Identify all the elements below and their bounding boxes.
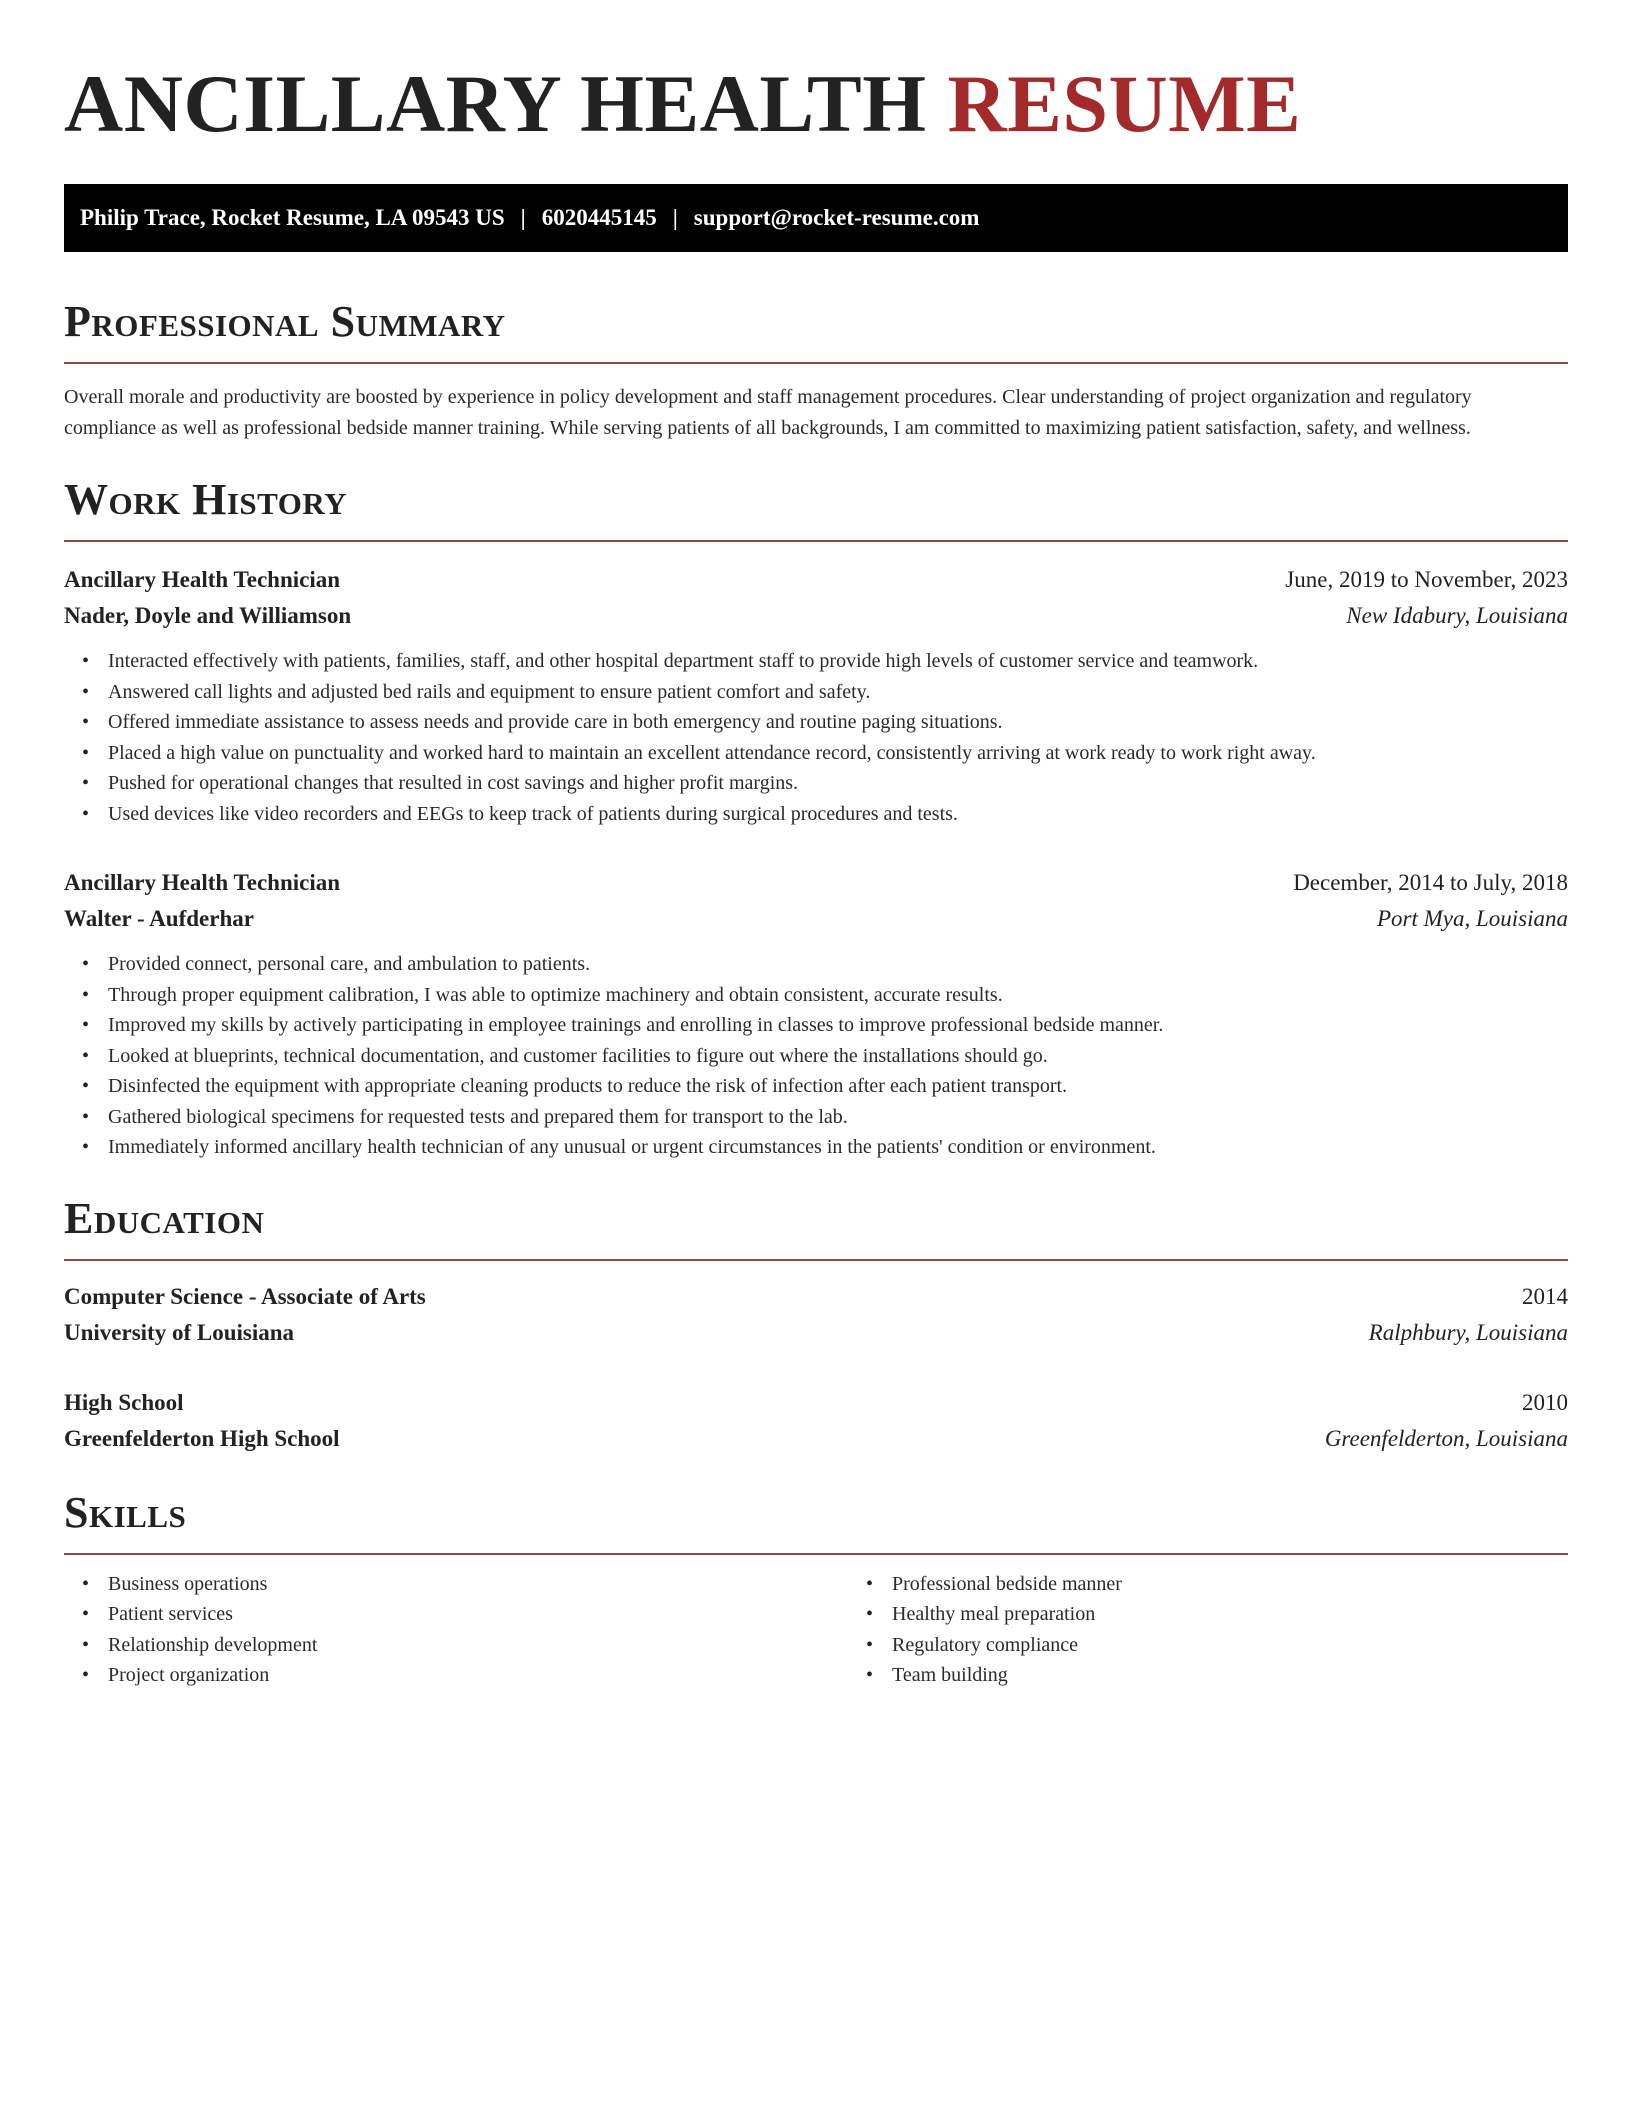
contact-separator: |: [520, 205, 526, 230]
summary-text: Overall morale and productivity are boosted by experience in policy development and staff management procedures. Clear understanding of project organization and regulatory compliance as well as professional bedside manner training. While serving patients of all backgrounds, I am committed to maximizing patient satisfaction, safety, and wellness.: [64, 386, 1472, 439]
education-location: Ralphbury, Louisiana: [1368, 1319, 1568, 1345]
education-entry: [64, 1385, 1568, 1457]
title-main: ANCILLARY HEALTH: [64, 58, 927, 149]
job-location: Port Mya, Louisiana: [1376, 906, 1568, 931]
section-divider: [64, 1259, 1568, 1261]
job-header-row: [64, 865, 1568, 901]
contact-phone: 6020445145: [541, 205, 657, 230]
job-bullet: • Provided connect, personal care, and ambulation to patients.: [108, 949, 1568, 980]
contact-address: Philip Trace, Rocket Resume, LA 09543 US: [80, 205, 505, 230]
skill-item: • Team building: [892, 1660, 1632, 1691]
education-heading: Education: [64, 1193, 265, 1243]
contact-email: support@rocket-resume.com: [693, 205, 980, 230]
education-year: 2010: [1522, 1389, 1568, 1415]
skill-item: • Project organization: [108, 1660, 848, 1691]
education-degree: High School: [64, 1389, 184, 1415]
job-dates: June, 2019 to November, 2023: [1285, 567, 1568, 592]
job-bullets: [64, 646, 1568, 829]
section-divider: [64, 362, 1568, 364]
resume-title: [64, 56, 1568, 152]
skills-heading: Skills: [64, 1487, 187, 1537]
job-bullet: • Disinfected the equipment with appropriate cleaning products to reduce the risk of infection after each patient transport.: [108, 1071, 1568, 1102]
job-bullet: • Offered immediate assistance to assess needs and provide care in both emergency and routine paging situations.: [108, 707, 1568, 738]
education-school-row: [64, 1421, 1568, 1457]
job-bullets: [64, 949, 1568, 1163]
education-school: Greenfelderton High School: [64, 1425, 340, 1451]
job-company-row: [64, 598, 1568, 634]
skill-item: • Professional bedside manner: [892, 1569, 1632, 1600]
education-degree: Computer Science - Associate of Arts: [64, 1283, 426, 1309]
job-title: Ancillary Health Technician: [64, 567, 341, 592]
job-bullet: • Answered call lights and adjusted bed rails and equipment to ensure patient comfort and safety.: [108, 677, 1568, 708]
job-entry: [64, 865, 1568, 1163]
job-bullet: • Pushed for operational changes that resulted in cost savings and higher profit margins.: [108, 768, 1568, 799]
skill-item: • Healthy meal preparation: [892, 1599, 1632, 1630]
skill-item: • Patient services: [108, 1599, 848, 1630]
contact-separator: |: [672, 205, 678, 230]
section-divider: [64, 540, 1568, 542]
title-accent: RESUME: [947, 58, 1302, 149]
skills-column-right: [848, 1569, 1632, 1691]
work-history-section: [64, 474, 1568, 1163]
job-bullet: • Placed a high value on punctuality and worked hard to maintain an excellent attendance record, consistently arriving at work ready to work right away.: [108, 738, 1568, 769]
summary-heading: Professional Summary: [64, 297, 506, 346]
skill-item: • Relationship development: [108, 1630, 848, 1661]
job-bullet: • Immediately informed ancillary health technician of any unusual or urgent circumstances in the patients' condition or environment.: [108, 1132, 1568, 1163]
job-dates: December, 2014 to July, 2018: [1293, 870, 1568, 895]
job-bullet: • Looked at blueprints, technical documentation, and customer facilities to figure out where the installations should go.: [108, 1041, 1568, 1072]
job-bullet: • Used devices like video recorders and EEGs to keep track of patients during surgical procedures and tests.: [108, 799, 1568, 830]
contact-bar: [64, 184, 1568, 252]
job-bullet: • Through proper equipment calibration, I was able to optimize machinery and obtain consistent, accurate results.: [108, 980, 1568, 1011]
summary-section: [64, 296, 1568, 444]
education-section: [64, 1193, 1568, 1457]
skills-grid: [64, 1569, 1568, 1691]
skills-column-left: [64, 1569, 848, 1691]
education-school-row: [64, 1315, 1568, 1351]
education-entry: [64, 1279, 1568, 1351]
job-header-row: [64, 562, 1568, 598]
education-degree-row: [64, 1385, 1568, 1421]
job-company-row: [64, 901, 1568, 937]
education-school: University of Louisiana: [64, 1319, 295, 1345]
job-title: Ancillary Health Technician: [64, 870, 341, 895]
job-company: Nader, Doyle and Williamson: [64, 603, 352, 628]
section-divider: [64, 1553, 1568, 1555]
education-degree-row: [64, 1279, 1568, 1315]
skill-item: • Regulatory compliance: [892, 1630, 1632, 1661]
skill-item: • Business operations: [108, 1569, 848, 1600]
job-bullet: • Interacted effectively with patients, families, staff, and other hospital department staff to provide high levels of customer service and teamwork.: [108, 646, 1568, 677]
job-location: New Idabury, Louisiana: [1346, 603, 1568, 628]
job-company: Walter - Aufderhar: [64, 906, 254, 931]
work-history-heading: Work History: [64, 475, 348, 524]
job-bullet: • Gathered biological specimens for requested tests and prepared them for transport to the lab.: [108, 1102, 1568, 1133]
job-bullet: • Improved my skills by actively participating in employee trainings and enrolling in classes to improve professional bedside manner.: [108, 1010, 1568, 1041]
skills-section: [64, 1487, 1568, 1691]
job-entry: [64, 562, 1568, 829]
education-year: 2014: [1522, 1283, 1568, 1309]
education-location: Greenfelderton, Louisiana: [1324, 1425, 1568, 1451]
